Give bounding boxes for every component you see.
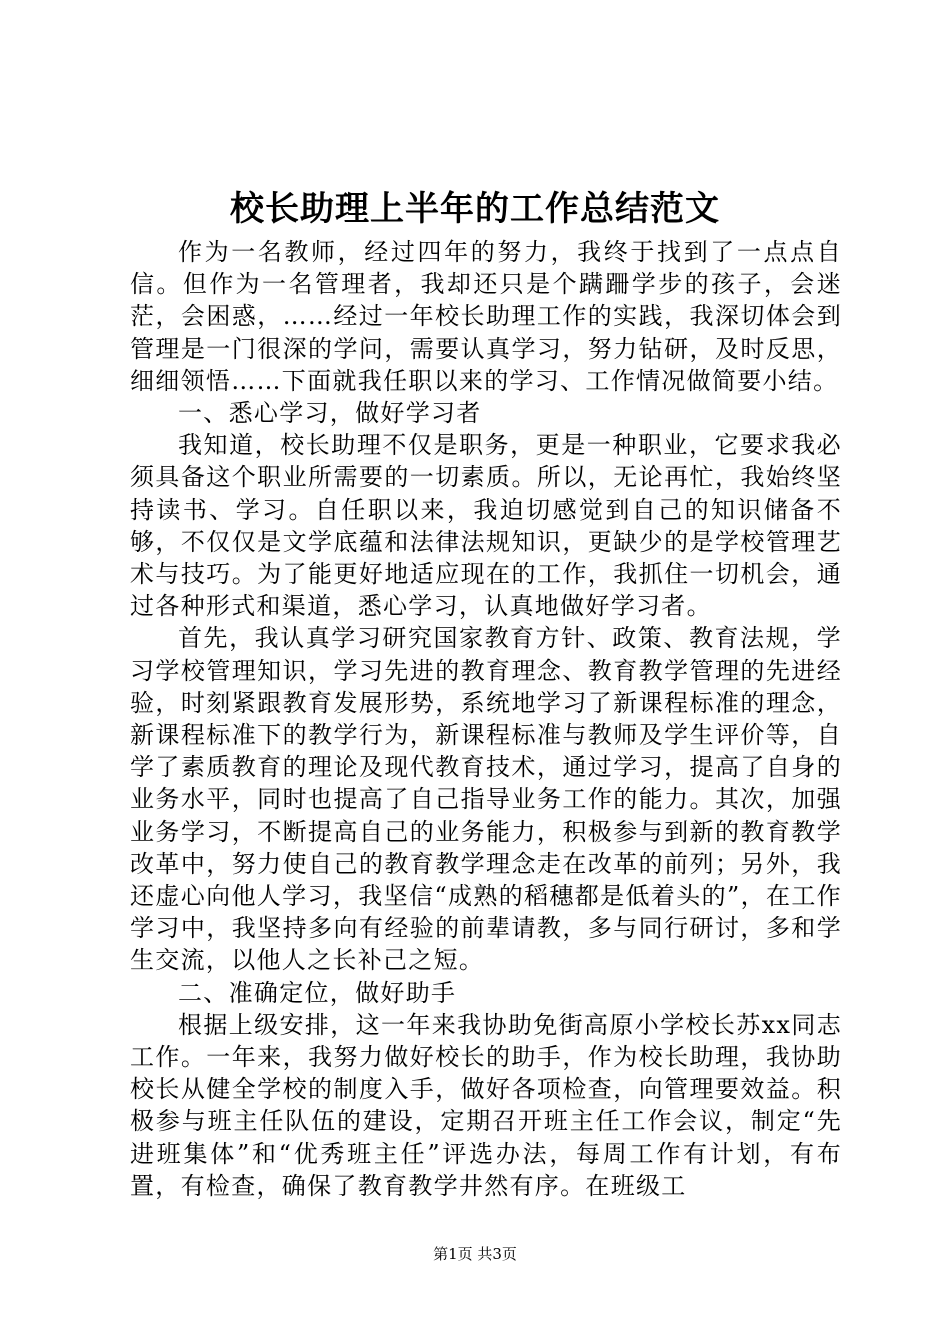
- paragraph-section2-a: 根据上级安排，这一年来我协助免街高原小学校长苏xx同志工作。一年来，我努力做好校长的助手，作为校长助理，我协助校长从健全学校的制度入手，做好各项检查，向管理要效益。积极参与班主任队伍的建设，定期召开班主任工作会议，制定“先进班集体”和“优秀班主任”评选办法，每周工作有计划，有布置，有检查，确保了教育教学井然有序。在班级工: [130, 1010, 842, 1200]
- paragraph-section1-b: 首先，我认真学习研究国家教育方针、政策、教育法规，学习学校管理知识，学习先进的教育理念、教育教学管理的先进经验，时刻紧跟教育发展形势，系统地学习了新课程标准的理念，新课程标准下的教学行为，新课程标准与教师及学生评价等，自学了素质教育的理论及现代教育技术，通过学习，提高了自身的业务水平，同时也提高了自己指导业务工作的能力。其次，加强业务学习，不断提高自己的业务能力，积极参与到新的教育教学改革中，努力使自己的教育教学理念走在改革的前列；另外，我还虚心向他人学习，我坚信“成熟的稻穗都是低着头的”，在工作学习中，我坚持多向有经验的前辈请教，多与同行研讨，多和学生交流，以他人之长补己之短。: [130, 624, 842, 975]
- paragraph-intro: 作为一名教师，经过四年的努力，我终于找到了一点点自信。但作为一名管理者，我却还只是个蹒跚学步的孩子，会迷茫，会困惑，……经过一年校长助理工作的实践，我深切体会到管理是一门很深的学问，需要认真学习，努力钻研，及时反思，细细领悟……下面就我任职以来的学习、工作情况做简要小结。: [130, 238, 842, 395]
- paragraph-section1-a: 我知道，校长助理不仅是职务，更是一种职业，它要求我必须具备这个职业所需要的一切素质。所以，无论再忙，我始终坚持读书、学习。自任职以来，我迫切感觉到自己的知识储备不够，不仅仅是文学底蕴和法律法规知识，更缺少的是学校管理艺术与技巧。为了能更好地适应现在的工作，我抓住一切机会，通过各种形式和渠道，悉心学习，认真地做好学习者。: [130, 431, 842, 621]
- page-footer: 第1页 共3页: [433, 1245, 517, 1263]
- section-heading-2: 二、准确定位，做好助手: [178, 978, 457, 1007]
- section-heading-1: 一、悉心学习，做好学习者: [178, 399, 482, 428]
- document-body: [130, 236, 842, 1202]
- document-title: 校长助理上半年的工作总结范文: [230, 189, 720, 229]
